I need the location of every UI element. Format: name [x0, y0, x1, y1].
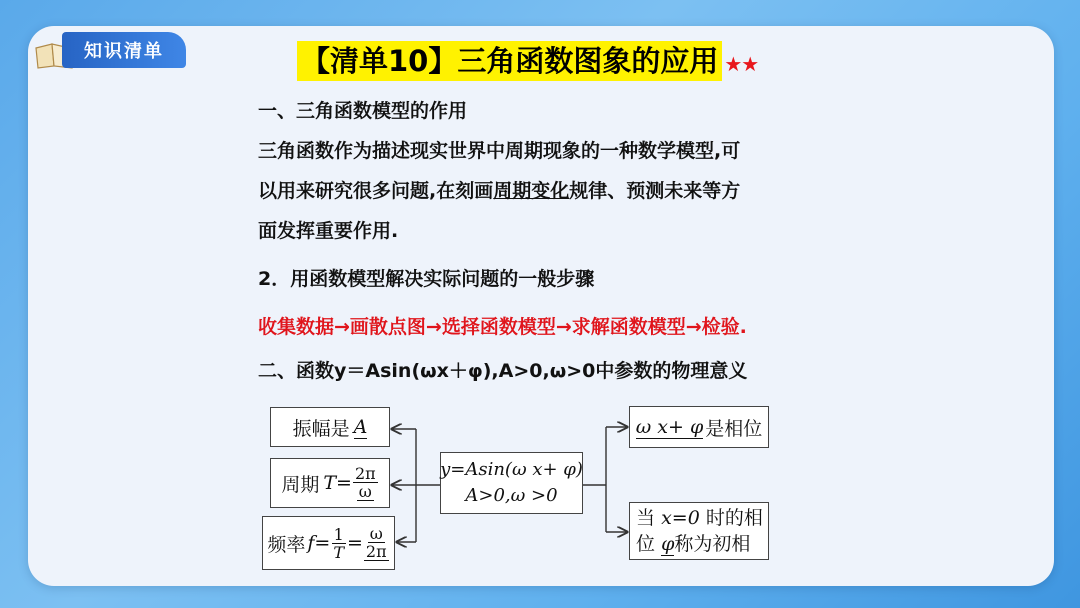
- amplitude-label: 振幅是: [292, 417, 350, 440]
- para1-line2-post: 规律、预测未来等方: [569, 180, 741, 202]
- frequency-box: [262, 516, 395, 570]
- initial-phase-phi: φ: [661, 533, 675, 555]
- period-fraction: [353, 465, 378, 501]
- initial-phase-when: 当: [636, 507, 656, 529]
- initial-phase-wei: 位: [636, 533, 656, 555]
- phase-box: [629, 406, 769, 448]
- steps-text: 收集数据→画散点图→选择函数模型→求解函数模型→检验.: [258, 316, 747, 338]
- initial-phase-line1: [636, 505, 763, 531]
- para1-line2-pre: 以用来研究很多问题,在刻画: [258, 180, 494, 202]
- frequency-numerator-2: ω: [369, 524, 383, 543]
- period-var: T=: [323, 472, 352, 494]
- difficulty-stars: ★★: [724, 52, 759, 76]
- section1-heading: 一、三角函数模型的作用: [258, 100, 468, 122]
- section2-heading: 2．用函数模型解决实际问题的一般步骤: [258, 268, 595, 290]
- initial-phase-x: x=0: [661, 507, 700, 529]
- initial-phase-line2-post: 称为初相: [674, 533, 751, 555]
- frequency-label: 频率: [267, 533, 306, 556]
- phase-expression: ω x+ φ: [635, 415, 704, 438]
- para1-line3: 面发挥重要作用.: [258, 220, 399, 242]
- frequency-numerator-1: 1: [333, 524, 344, 544]
- initial-phase-line2: [636, 531, 750, 557]
- frequency-fraction-2: [364, 525, 389, 561]
- frequency-fraction-1: [331, 526, 346, 561]
- function-conditions: A>0,ω >0: [465, 485, 558, 506]
- amplitude-var: A: [353, 415, 368, 438]
- period-label: 周期: [281, 473, 320, 496]
- page-title: 【清单10】三角函数图象的应用: [297, 41, 722, 81]
- frequency-equals: =: [347, 532, 363, 554]
- knowledge-list-badge: 知识清单: [62, 32, 186, 68]
- period-box: [270, 458, 390, 508]
- period-numerator: 2π: [354, 464, 376, 483]
- function-box: [440, 452, 583, 514]
- initial-phase-line1-post: 时的相: [705, 507, 763, 529]
- phase-label: 是相位: [705, 417, 763, 440]
- para1-line1: 三角函数作为描述现实世界中周期现象的一种数学模型,可: [258, 140, 741, 162]
- frequency-denominator-1: T: [333, 542, 344, 562]
- initial-phase-box: [629, 502, 769, 560]
- amplitude-box: [270, 407, 390, 447]
- frequency-denominator-2: 2π: [365, 542, 387, 561]
- para1-line2-underlined: 周期变化: [493, 180, 570, 202]
- period-denominator: ω: [358, 482, 372, 501]
- function-expression: y=Asin(ω x+ φ): [440, 459, 583, 480]
- section3-heading: 二、函数y＝Asin(ωx＋φ),A>0,ω>0中参数的物理意义: [258, 360, 748, 382]
- frequency-var: f=: [307, 532, 331, 554]
